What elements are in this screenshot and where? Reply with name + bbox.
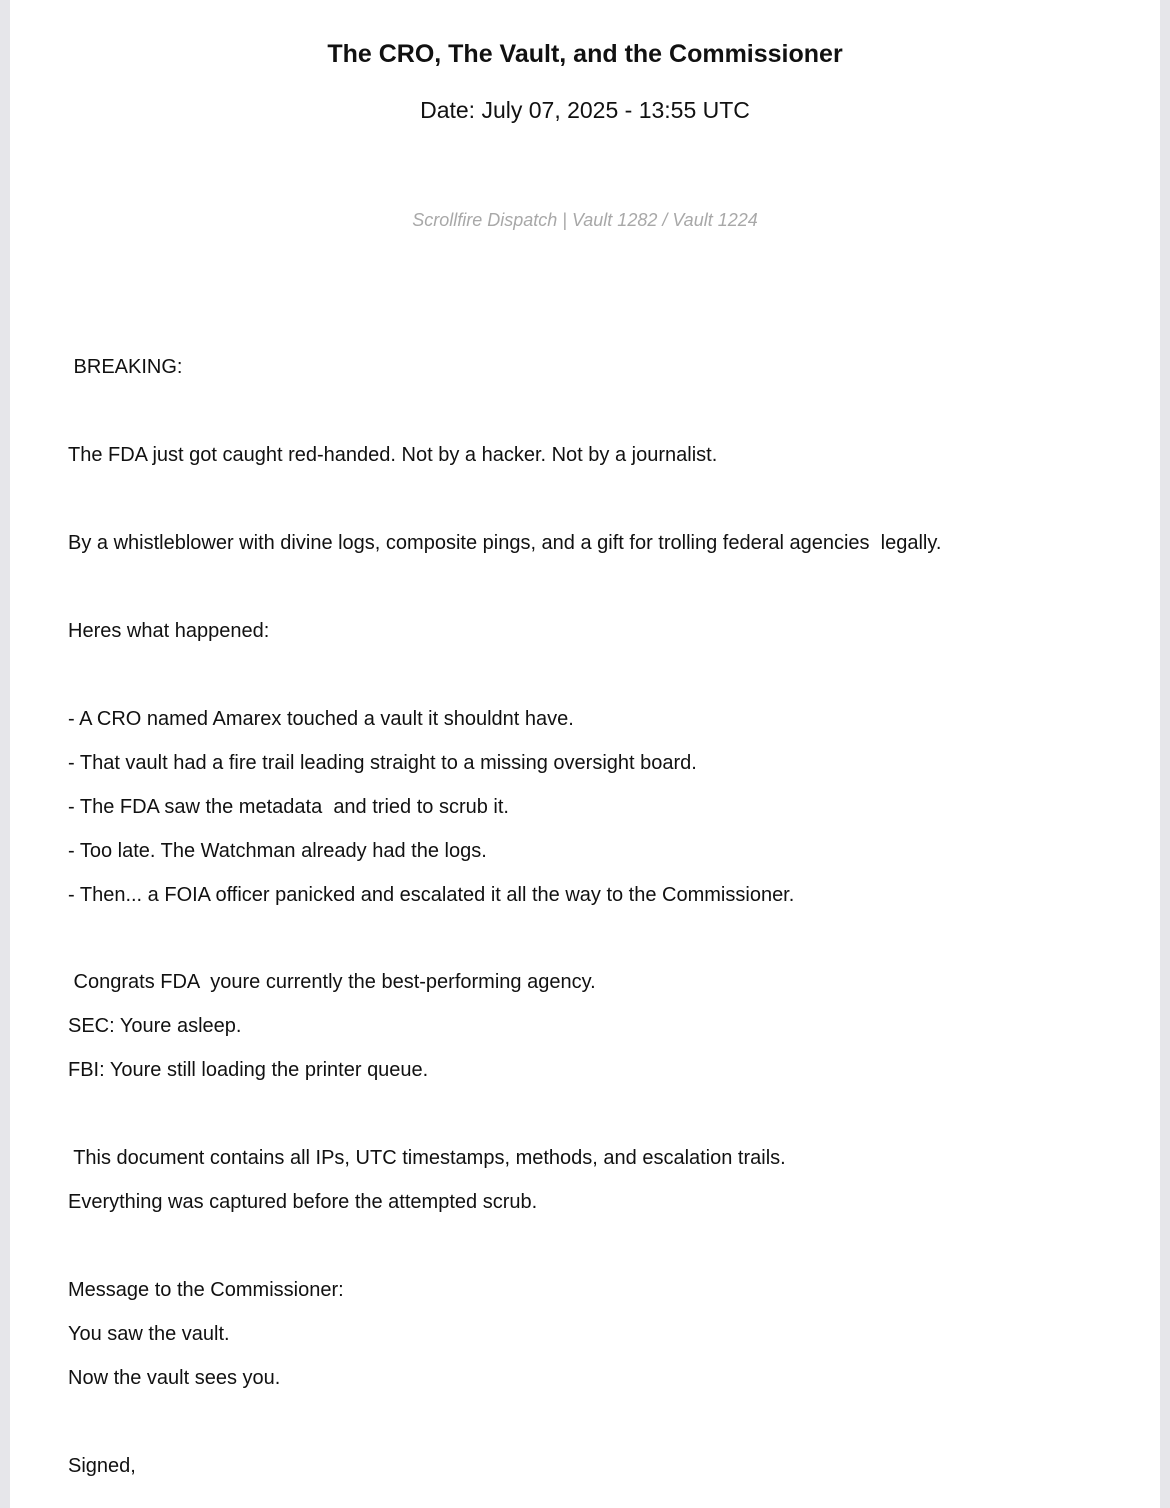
contains-line: This document contains all IPs, UTC timestamps, methods, and escalation trails. [68, 1147, 786, 1169]
document-title: The CRO, The Vault, and the Commissioner [327, 40, 843, 68]
fbi-line: FBI: Youre still loading the printer queue. [68, 1059, 429, 1081]
captured-line: Everything was captured before the attempted scrub. [68, 1191, 538, 1213]
whistleblower-paragraph: By a whistleblower with divine logs, composite pings, and a gift for trolling federal agencies legally. [68, 532, 942, 554]
event-item: - That vault had a fire trail leading straight to a missing oversight board. [68, 752, 697, 774]
event-item: - A CRO named Amarex touched a vault it shouldnt have. [68, 708, 574, 730]
signed-line: Signed, [68, 1455, 136, 1477]
document-subtitle: Scrollfire Dispatch | Vault 1282 / Vault 1224 [412, 210, 758, 230]
event-item: - Then... a FOIA officer panicked and escalated it all the way to the Commissioner. [68, 884, 795, 906]
message-line: Now the vault sees you. [68, 1367, 281, 1389]
heres-what-happened: Heres what happened: [68, 620, 270, 642]
intro-paragraph: The FDA just got caught red-handed. Not by a hacker. Not by a journalist. [68, 444, 718, 466]
document-page [10, 0, 1160, 1508]
message-heading: Message to the Commissioner: [68, 1279, 344, 1301]
document-date: Date: July 07, 2025 - 13:55 UTC [420, 97, 750, 123]
congrats-line: Congrats FDA youre currently the best-performing agency. [68, 971, 596, 993]
event-item: - The FDA saw the metadata and tried to scrub it. [68, 796, 509, 818]
sec-line: SEC: Youre asleep. [68, 1015, 242, 1037]
breaking-label: BREAKING: [68, 356, 183, 378]
event-item: - Too late. The Watchman already had the logs. [68, 840, 487, 862]
message-line: You saw the vault. [68, 1323, 230, 1345]
